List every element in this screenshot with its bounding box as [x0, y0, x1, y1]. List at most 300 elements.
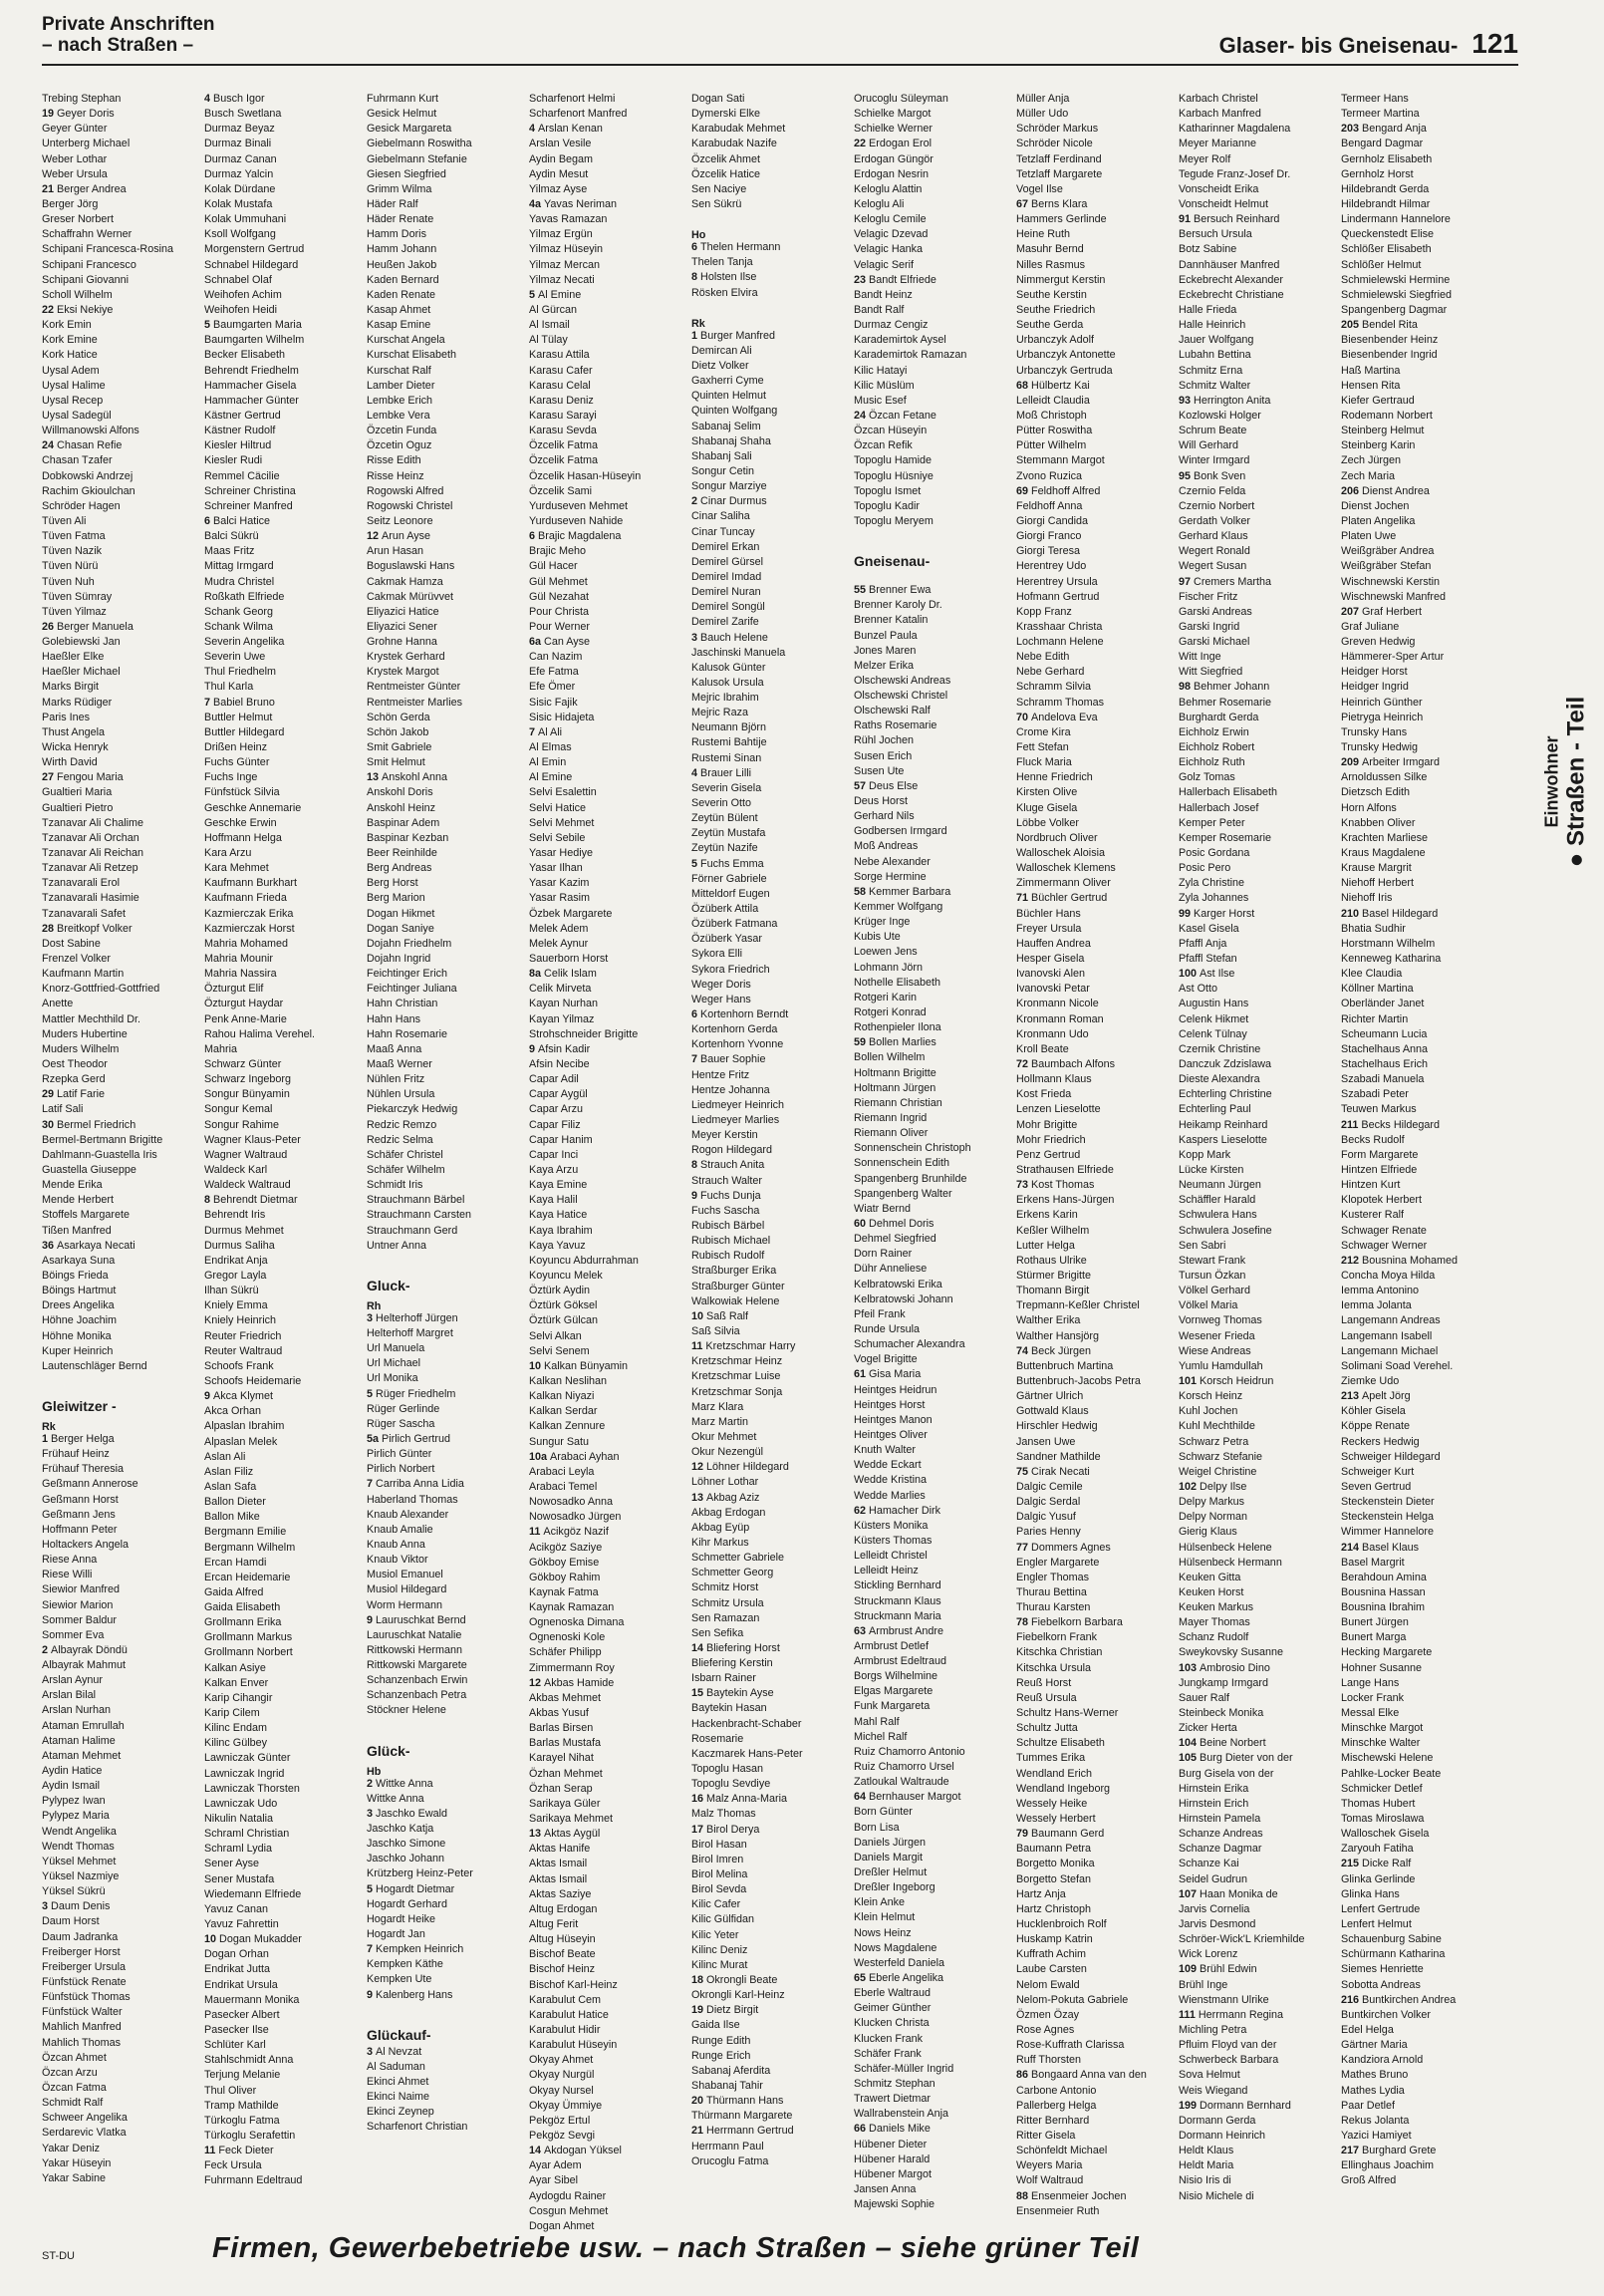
resident-entry: Schultze Elisabeth	[1016, 1737, 1105, 1750]
resident-entry: Uysal Recep	[42, 394, 104, 407]
resident-entry: Rotgeri Konrad	[854, 1006, 927, 1019]
resident-entry: 4 Brauer Lilli	[691, 766, 752, 779]
house-number: 55	[854, 584, 870, 597]
resident-entry: Sisic Fajik	[529, 696, 578, 709]
resident-entry: Behmer Rosemarie	[1179, 696, 1272, 709]
resident-entry: Förner Gabriele	[691, 872, 767, 885]
resident-entry: Dojahn Ingrid	[367, 953, 431, 966]
resident-entry: Birol Melina	[691, 1868, 748, 1881]
resident-entry: Krystek Gerhard	[367, 651, 445, 664]
house-number: 7	[529, 725, 539, 738]
resident-entry: Lohmann Jörn	[854, 961, 924, 974]
resident-entry: Buttenbruch-Jacobs Petra	[1016, 1374, 1141, 1387]
resident-entry: Schönfeldt Michael	[1016, 2145, 1108, 2157]
resident-entry: 8 Holsten Ilse	[691, 271, 757, 284]
resident-entry: Rose-Kuffrath Clarissa	[1016, 2039, 1125, 2052]
resident-entry: Öztürk Gülcan	[529, 1314, 599, 1327]
resident-entry: Uysal Sadegül	[42, 409, 112, 422]
section-title-line2: – nach Straßen –	[42, 35, 194, 56]
house-number: 3	[367, 1807, 377, 1820]
resident-entry: Seuthe Gerda	[1016, 319, 1084, 332]
resident-entry: Krystek Margot	[367, 666, 439, 679]
resident-entry: Selvi Senem	[529, 1344, 590, 1357]
resident-entry: Küsters Monika	[854, 1519, 929, 1532]
resident-entry: Bousnina Hassan	[1341, 1585, 1426, 1598]
resident-entry: Sener Mustafa	[204, 1872, 275, 1885]
resident-entry: 69 Feldhoff Alfred	[1016, 484, 1101, 497]
resident-entry: Penk Anne-Marie	[204, 1012, 287, 1025]
resident-entry: Ritter Gisela	[1016, 2129, 1076, 2142]
resident-entry: Erkens Hans-Jürgen	[1016, 1194, 1115, 1207]
resident-entry: 73 Kost Thomas	[1016, 1179, 1095, 1192]
resident-entry: Sisic Hidajeta	[529, 711, 595, 723]
resident-entry: Bergmann Emilie	[204, 1526, 287, 1539]
resident-entry: 14 Bliefering Horst	[691, 1641, 780, 1654]
resident-entry: Wimmer Hannelore	[1341, 1526, 1434, 1539]
resident-entry: Echterling Christine	[1179, 1088, 1272, 1101]
resident-entry: 11 Acikgöz Nazif	[529, 1526, 609, 1539]
resident-entry: Orucoglu Süleyman	[854, 93, 948, 105]
resident-entry: Loewen Jens	[854, 946, 918, 959]
resident-entry: 215 Dicke Ralf	[1341, 1858, 1412, 1870]
resident-entry: Geimer Günther	[854, 2002, 932, 2015]
resident-entry: Mathes Bruno	[1341, 2069, 1409, 2082]
resident-entry: Schanze Dagmar	[1179, 1843, 1262, 1856]
resident-entry: Wischnewski Manfred	[1341, 590, 1447, 603]
resident-entry: Nebe Gerhard	[1016, 666, 1085, 679]
resident-entry: Schipani Francesco	[42, 258, 136, 271]
resident-entry: 6 Kortenhorn Berndt	[691, 1008, 789, 1021]
house-number: 12	[691, 1461, 707, 1474]
resident-entry: Löhner Lothar	[691, 1476, 759, 1489]
resident-entry: Melzer Erika	[854, 659, 914, 672]
resident-entry: Straßburger Günter	[691, 1280, 785, 1292]
resident-entry: Sen Sükrü	[691, 197, 742, 210]
resident-entry: Demirel Erkan	[691, 540, 760, 553]
resident-entry: 70 Andelova Eva	[1016, 711, 1098, 723]
resident-entry: Dreßler Ingeborg	[854, 1881, 936, 1894]
resident-entry: Velagic Hanka	[854, 243, 924, 256]
resident-entry: Özbek Margarete	[529, 907, 613, 920]
resident-entry: Songur Cetin	[691, 464, 755, 477]
resident-entry: Dogan Orhan	[204, 1948, 269, 1961]
resident-entry: Carbone Antonio	[1016, 2084, 1097, 2097]
resident-entry: Brajic Meho	[529, 545, 587, 558]
resident-entry: Selvi Sebile	[529, 831, 586, 844]
resident-entry: Trepmann-Keßler Christel	[1016, 1299, 1140, 1312]
resident-entry: Ritter Bernhard	[1016, 2114, 1090, 2127]
resident-entry: 59 Bollen Marlies	[854, 1036, 936, 1049]
resident-entry: Hintzen Elfriede	[1341, 1163, 1418, 1176]
resident-entry: Spangenberg Brunhilde	[854, 1172, 967, 1185]
spacer	[854, 529, 1011, 541]
resident-entry: Rustemi Bahtije	[691, 736, 767, 749]
resident-entry: Seuthe Friedrich	[1016, 303, 1096, 316]
house-number: 6a	[529, 636, 545, 649]
resident-entry: Seitz Leonore	[367, 514, 433, 527]
resident-entry: Hesper Gisela	[1016, 953, 1085, 966]
resident-entry: Krützberg Heinz-Peter	[367, 1867, 473, 1880]
resident-entry: Maaß Werner	[367, 1058, 432, 1070]
resident-entry: Riemann Ingrid	[854, 1112, 928, 1124]
section-title-line1: Private Anschriften	[42, 14, 215, 35]
house-number: 74	[1016, 1344, 1032, 1357]
resident-entry: Lautenschläger Bernd	[42, 1359, 147, 1372]
resident-entry: Kelbratowski Johann	[854, 1292, 953, 1305]
resident-entry: Sonnenschein Edith	[854, 1157, 950, 1170]
resident-entry: Reckers Hedwig	[1341, 1435, 1420, 1448]
resident-entry: 103 Ambrosio Dino	[1179, 1661, 1270, 1674]
resident-entry: Kilinc Gülbey	[204, 1737, 268, 1750]
resident-entry: Moß Andreas	[854, 840, 919, 853]
resident-entry: Strauch Walter	[691, 1174, 763, 1187]
resident-entry: Tzanavar Ali Orchan	[42, 831, 139, 844]
resident-entry: 8 Behrendt Dietmar	[204, 1194, 298, 1207]
house-number: 99	[1179, 907, 1195, 920]
resident-entry: Mahria	[204, 1042, 238, 1055]
resident-entry: Asarkaya Suna	[42, 1254, 116, 1267]
house-number: 206	[1341, 484, 1363, 497]
resident-entry: Mudra Christel	[204, 575, 275, 588]
section-title	[42, 14, 215, 56]
directory-column	[1341, 92, 1498, 2189]
resident-entry: Hartz Christoph	[1016, 1902, 1092, 1915]
resident-entry: Feichtinger Erich	[367, 968, 448, 981]
resident-entry: Kaspers Lieselotte	[1179, 1133, 1267, 1146]
resident-entry: Niehoff Herbert	[1341, 877, 1415, 890]
house-number: 19	[691, 2004, 707, 2017]
resident-entry: Botz Sabine	[1179, 243, 1237, 256]
resident-entry: Hamm Johann	[367, 243, 437, 256]
resident-entry: Severin Gisela	[691, 781, 762, 794]
resident-entry: Freyer Ursula	[1016, 922, 1082, 935]
resident-entry: Chasan Tzafer	[42, 454, 113, 467]
resident-entry: Karabudak Nazife	[691, 138, 777, 150]
resident-entry: 216 Buntkirchen Andrea	[1341, 1993, 1457, 2006]
house-number: 5	[367, 1882, 377, 1895]
house-number: 30	[42, 1118, 58, 1131]
resident-entry: Lenfert Helmut	[1341, 1918, 1412, 1931]
resident-entry: Keloglu Ali	[854, 197, 905, 210]
resident-entry: Paris Ines	[42, 711, 91, 723]
resident-entry: Gernholz Horst	[1341, 167, 1414, 180]
resident-entry: Wischnewski Kerstin	[1341, 575, 1440, 588]
resident-entry: Karademirtok Ramazan	[854, 349, 967, 362]
resident-entry: 7 Al Ali	[529, 725, 563, 738]
resident-entry: Selvi Esalettin	[529, 786, 597, 799]
resident-entry: Haeßler Michael	[42, 666, 121, 679]
resident-entry: Czernio Norbert	[1179, 499, 1255, 512]
resident-entry: Rentmeister Günter	[367, 681, 461, 694]
resident-entry: Herentrey Udo	[1016, 560, 1087, 573]
resident-entry: Schanz Rudolf	[1179, 1631, 1249, 1644]
resident-entry: Knaub Anna	[367, 1538, 425, 1551]
side-tab-line1: Einwohner	[1541, 735, 1562, 828]
house-number: 9	[367, 1988, 377, 2001]
resident-entry: Böings Hartmut	[42, 1285, 117, 1297]
resident-entry: Busch Swetlana	[204, 108, 282, 121]
resident-entry: Schipani Giovanni	[42, 273, 130, 286]
resident-entry: Tzanavarali Hasimie	[42, 892, 139, 905]
resident-entry: Nimmergut Kerstin	[1016, 273, 1106, 286]
resident-entry: Behrendt Iris	[204, 1209, 266, 1222]
resident-entry: Alpaslan Melek	[204, 1435, 278, 1448]
resident-entry: Özcan Hüseyin	[854, 425, 928, 437]
resident-entry: Horstmann Wilhelm	[1341, 937, 1436, 950]
directory-column	[691, 92, 849, 2169]
house-number: 78	[1016, 1616, 1032, 1629]
resident-entry: Born Lisa	[854, 1821, 900, 1834]
resident-entry: Strauchmann Gerd	[367, 1224, 458, 1237]
resident-entry: 9 Akca Klymet	[204, 1390, 274, 1403]
page-header	[42, 14, 1518, 66]
resident-entry: Tetzlaff Margarete	[1016, 167, 1103, 180]
resident-entry: Rüger Sascha	[367, 1417, 435, 1430]
resident-entry: 91 Bersuch Reinhard	[1179, 213, 1280, 226]
resident-entry: Pietryga Heinrich	[1341, 711, 1424, 723]
resident-entry: Weis Wiegand	[1179, 2084, 1248, 2097]
resident-entry: Pirlich Norbert	[367, 1463, 435, 1476]
resident-entry: Michling Petra	[1179, 2024, 1247, 2036]
resident-entry: Marks Rüdiger	[42, 696, 113, 709]
resident-entry: Kaya Yavuz	[529, 1239, 586, 1252]
resident-entry: Kilic Hatayi	[854, 364, 908, 377]
resident-entry: Kortenhorn Gerda	[691, 1023, 778, 1036]
house-number: 23	[854, 273, 870, 286]
resident-entry: Aydin Begam	[529, 152, 594, 165]
resident-entry: Koyuncu Melek	[529, 1269, 603, 1282]
resident-entry: 11 Feck Dieter	[204, 2145, 274, 2157]
resident-entry: Häder Ralf	[367, 197, 418, 210]
resident-entry: Fünfstück Walter	[42, 2006, 123, 2019]
resident-entry: Ognenoska Dimana	[529, 1616, 625, 1629]
resident-entry: Müller Udo	[1016, 108, 1069, 121]
resident-entry: Bischof Heinz	[529, 1963, 596, 1976]
resident-entry: Form Margarete	[1341, 1148, 1419, 1161]
resident-entry: Minschke Margot	[1341, 1722, 1424, 1735]
resident-entry: 61 Gisa Maria	[854, 1368, 922, 1381]
resident-entry: Erdogan Güngör	[854, 152, 934, 165]
resident-entry: 23 Bandt Elfriede	[854, 273, 936, 286]
district-code: Rk	[691, 317, 705, 330]
resident-entry: Mende Herbert	[42, 1194, 115, 1207]
resident-entry: Rubisch Rudolf	[691, 1250, 765, 1263]
resident-entry: Kniely Emma	[204, 1299, 268, 1312]
resident-entry: Altug Erdogan	[529, 1902, 598, 1915]
resident-entry: Kurschat Angela	[367, 334, 445, 347]
resident-entry: Rodemann Norbert	[1341, 409, 1433, 422]
resident-entry: Messal Elke	[1341, 1707, 1400, 1720]
resident-entry: Marks Birgit	[42, 681, 99, 694]
resident-entry: 24 Özcan Fetane	[854, 409, 936, 422]
resident-entry: Thurau Karsten	[1016, 1601, 1091, 1614]
resident-entry: Rogon Hildegard	[691, 1144, 773, 1157]
resident-entry: Yilmaz Hüseyin	[529, 243, 604, 256]
resident-entry: Rothenpieler Ilona	[854, 1021, 941, 1034]
resident-entry: Songur Rahime	[204, 1118, 280, 1131]
resident-entry: Lelleidt Heinz	[854, 1565, 919, 1578]
resident-entry: Daum Horst	[42, 1915, 100, 1928]
resident-entry: Gül Nezahat	[529, 590, 590, 603]
resident-entry: Rachim Gkioulchan	[42, 484, 135, 497]
resident-entry: Lawniczak Thorsten	[204, 1782, 300, 1795]
house-number: 3	[367, 2045, 377, 2058]
resident-entry: Eichholz Robert	[1179, 741, 1255, 754]
resident-entry: Aydin Hatice	[42, 1765, 103, 1778]
resident-entry: Okyay Ümmiye	[529, 2099, 603, 2112]
resident-entry: Kemper Rosemarie	[1179, 831, 1272, 844]
resident-entry: Heine Ruth	[1016, 228, 1071, 241]
resident-entry: Laube Carsten	[1016, 1963, 1087, 1976]
street-heading: Gluck-	[367, 1277, 410, 1293]
resident-entry: Scharfenort Manfred	[529, 108, 628, 121]
house-number: 9	[367, 1613, 377, 1626]
resident-entry: Karasu Sarayi	[529, 409, 597, 422]
resident-entry: Yasar Kazim	[529, 877, 590, 890]
resident-entry: Fiebelkorn Frank	[1016, 1631, 1098, 1644]
resident-entry: 30 Bermel Friedrich	[42, 1118, 136, 1131]
resident-entry: 100 Ast Ilse	[1179, 968, 1235, 981]
resident-entry: Arslan Aynur	[42, 1674, 104, 1687]
resident-entry: Rogowski Christel	[367, 499, 453, 512]
resident-entry: Hallerbach Josef	[1179, 801, 1259, 814]
resident-entry: Glinka Hans	[1341, 1887, 1400, 1900]
resident-entry: Funk Margareta	[854, 1700, 931, 1713]
resident-entry: Sorge Hermine	[854, 870, 927, 883]
resident-entry: Sarikaya Güler	[529, 1797, 601, 1810]
resident-entry: Giesen Siegfried	[367, 167, 446, 180]
resident-entry: Haberland Thomas	[367, 1493, 458, 1506]
house-number: 57	[854, 779, 870, 792]
resident-entry: Szabadi Manuela	[1341, 1073, 1425, 1086]
resident-entry: Gökboy Emise	[529, 1556, 600, 1569]
resident-entry: Holtmann Jürgen	[854, 1081, 936, 1094]
resident-entry: Walther Erika	[1016, 1314, 1081, 1327]
resident-entry: 12 Arun Ayse	[367, 530, 431, 543]
resident-entry: Geschke Annemarie	[204, 801, 302, 814]
resident-entry: 212 Bousnina Mohamed	[1341, 1254, 1459, 1267]
house-number: 10a	[529, 1450, 551, 1463]
page-range	[1219, 28, 1518, 60]
house-number: 72	[1016, 1058, 1032, 1070]
resident-entry: Holtackers Angela	[42, 1538, 130, 1551]
resident-entry: Termeer Hans	[1341, 93, 1409, 105]
resident-entry: Witt Inge	[1179, 651, 1221, 664]
resident-entry: Gualtieri Maria	[42, 786, 113, 799]
resident-entry: Reuß Ursula	[1016, 1691, 1077, 1704]
resident-entry: Jaschinski Manuela	[691, 646, 786, 659]
resident-entry: Witt Siegfried	[1179, 666, 1243, 679]
resident-entry: 5 Baumgarten Maria	[204, 319, 302, 332]
resident-entry: Fluck Maria	[1016, 756, 1072, 769]
resident-entry: Krachten Marliese	[1341, 831, 1429, 844]
resident-entry: Al Emine	[529, 771, 573, 784]
resident-entry: Kalkan Neslihan	[529, 1374, 608, 1387]
house-number: 10	[204, 1933, 220, 1946]
resident-entry: Kurschat Elisabeth	[367, 349, 457, 362]
resident-entry: Boguslawski Hans	[367, 560, 455, 573]
resident-entry: Kilinc Deniz	[691, 1943, 748, 1956]
resident-entry: Fett Stefan	[1016, 741, 1069, 754]
resident-entry: Szabadi Peter	[1341, 1088, 1409, 1101]
resident-entry: Weber Lothar	[42, 152, 108, 165]
resident-entry: Dalgic Cemile	[1016, 1480, 1083, 1493]
resident-entry: 60 Dehmel Doris	[854, 1217, 935, 1230]
resident-entry: Stachelhaus Anna	[1341, 1042, 1429, 1055]
house-number: 11	[204, 2145, 219, 2157]
resident-entry: Nordbruch Oliver	[1016, 831, 1098, 844]
spacer	[367, 2003, 524, 2015]
resident-entry: Pasecker Albert	[204, 2008, 280, 2021]
resident-entry: Kaufmann Martin	[42, 968, 125, 981]
resident-entry: Strohschneider Brigitte	[529, 1027, 639, 1040]
resident-entry: Drißen Heinz	[204, 741, 267, 754]
resident-entry: Demirel Songül	[691, 601, 765, 614]
house-number: 102	[1179, 1480, 1201, 1493]
house-number: 7	[367, 1478, 377, 1491]
resident-entry: Melek Aynur	[529, 937, 589, 950]
resident-entry: Yazici Hamiyet	[1341, 2129, 1412, 2142]
resident-entry: Cinar Saliha	[691, 510, 750, 523]
district-code: Hb	[367, 1765, 382, 1778]
resident-entry: Arnoldussen Silke	[1341, 771, 1428, 784]
resident-entry: Özcelik Hasan-Hüseyin	[529, 469, 642, 482]
resident-entry: Seven Gertrud	[1341, 1480, 1412, 1493]
resident-entry: 93 Herrington Anita	[1179, 394, 1271, 407]
resident-entry: Weißgräber Stefan	[1341, 560, 1432, 573]
resident-entry: Mahria Nassira	[204, 968, 277, 981]
resident-entry: 209 Arbeiter Irmgard	[1341, 756, 1441, 769]
resident-entry: Kost Frieda	[1016, 1088, 1072, 1101]
resident-entry: Knaub Amalie	[367, 1523, 433, 1536]
resident-entry: Greven Hedwig	[1341, 636, 1416, 649]
resident-entry: Özcan Ahmet	[42, 2051, 107, 2064]
resident-entry: Kuhl Mechthilde	[1179, 1420, 1255, 1433]
resident-entry: Runge Edith	[691, 2034, 751, 2047]
resident-entry: Knaub Viktor	[367, 1554, 428, 1567]
resident-entry: Walkowiak Helene	[691, 1294, 780, 1307]
resident-entry: Garski Michael	[1179, 636, 1250, 649]
resident-entry: Pylypez Iwan	[42, 1795, 106, 1808]
resident-entry: Kilic Müslüm	[854, 379, 915, 392]
resident-entry: Wittke Anna	[367, 1792, 424, 1805]
resident-entry: Okrongli Karl-Heinz	[691, 1989, 785, 2002]
resident-entry: Runde Ursula	[854, 1322, 921, 1335]
resident-entry: Wegert Ronald	[1179, 545, 1250, 558]
resident-entry: Sabanaj Selim	[691, 420, 761, 432]
resident-entry: Klopotek Herbert	[1341, 1194, 1423, 1207]
resident-entry: Bunert Marga	[1341, 1631, 1407, 1644]
resident-entry: Gaida Alfred	[204, 1585, 264, 1598]
resident-entry: Dietz Volker	[691, 359, 749, 372]
resident-entry: Biesenbender Heinz	[1341, 334, 1439, 347]
resident-entry: Iemma Jolanta	[1341, 1299, 1412, 1312]
resident-entry: Aslan Safa	[204, 1480, 257, 1493]
resident-entry: Hogardt Heike	[367, 1912, 436, 1925]
resident-entry: Schäfer Wilhelm	[367, 1163, 445, 1176]
resident-entry: Grimm Wilma	[367, 182, 432, 195]
resident-entry: Yüksel Sükrü	[42, 1885, 106, 1898]
resident-entry: Steinberg Karin	[1341, 439, 1416, 452]
resident-entry: Seidel Gudrun	[1179, 1872, 1248, 1885]
resident-entry: Celenk Hikmet	[1179, 1012, 1249, 1025]
resident-entry: Kasap Ahmet	[367, 303, 431, 316]
resident-entry: Mohr Brigitte	[1016, 1118, 1078, 1131]
resident-entry: Mahria Mohamed	[204, 937, 289, 950]
resident-entry: Hofmann Gertrud	[1016, 590, 1100, 603]
resident-entry: Lembke Erich	[367, 394, 433, 407]
resident-entry: Halle Frieda	[1179, 303, 1237, 316]
